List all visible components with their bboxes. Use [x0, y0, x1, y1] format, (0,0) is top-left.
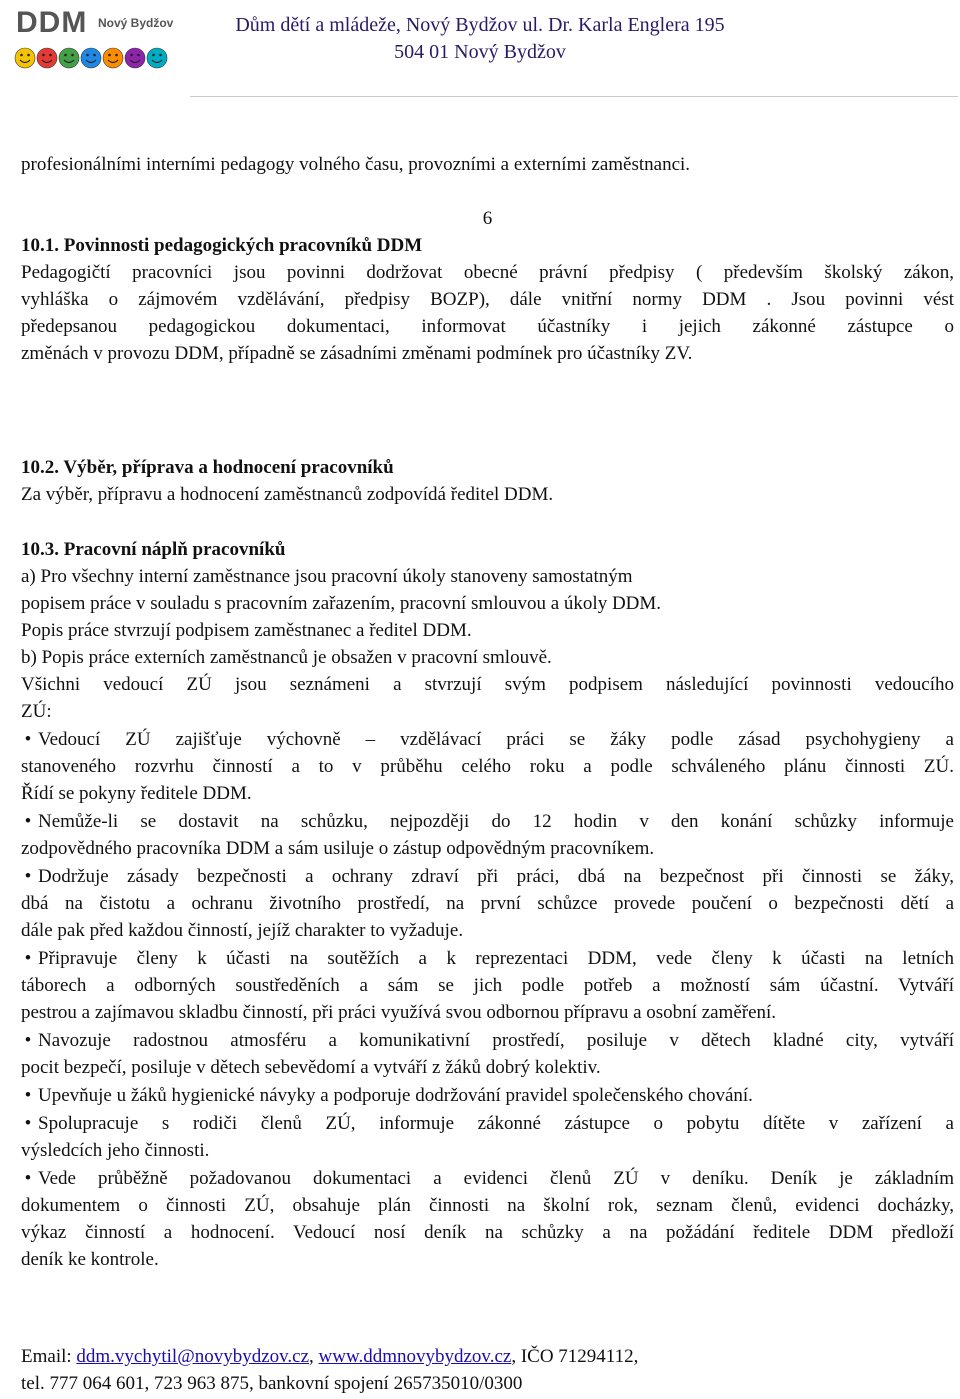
bullet-icon: • — [24, 1030, 32, 1051]
list-item — [21, 727, 954, 754]
list-item-text: zodpovědného pracovníka DDM a sám usiluje o zástup odpovědným pracovníkem. — [21, 838, 655, 859]
list-item — [21, 864, 954, 891]
list-item — [21, 1166, 954, 1193]
bullet-icon: • — [24, 729, 32, 750]
section-10-3-title: 10.3. Pracovní náplň pracovníků — [21, 539, 286, 560]
section-10-2-line: Za výběr, přípravu a hodnocení zaměstnanců zodpovídá ředitel DDM. — [21, 484, 554, 505]
list-item-text: Řídí se pokyny ředitele DDM. — [21, 783, 252, 804]
header-divider — [190, 96, 958, 97]
section-10-3-line: Všichni vedoucí ZÚ jsou seznámeni a stvrzují svým podpisem následující povinnosti vedoucího — [21, 674, 954, 695]
section-10-1-title: 10.1. Povinnosti pedagogických pracovníků DDM — [21, 235, 423, 256]
logo-text: DDM — [16, 6, 88, 39]
section-10-1-line: předepsanou pedagogickou dokumentaci, informovat účastníky i jejich zákonné zástupce o — [21, 316, 954, 337]
section-10-1-line: vyhláška o zájmovém vzdělávání, předpisy BOZP), dále vnitřní normy DDM . Jsou povinni vést — [21, 289, 954, 310]
list-item — [21, 1111, 954, 1138]
footer-contact-line1 — [21, 1346, 954, 1368]
list-item-text: deník ke kontrole. — [21, 1249, 159, 1270]
list-item-text: Upevňuje u žáků hygienické návyky a podporuje dodržování pravidel společenského chování. — [38, 1085, 753, 1106]
bullet-icon: • — [24, 948, 32, 969]
list-item-text: dokumentem o činnosti ZÚ, obsahuje plán činnosti na školní rok, seznam členů, evidenci docházky, — [21, 1195, 954, 1216]
section-10-3-line: a) Pro všechny interní zaměstnance jsou pracovní úkoly stanoveny samostatným — [21, 566, 633, 587]
list-item-text: Spolupracuje s rodiči členů ZÚ, informuje zákonné zástupce o pobytu dítěte v zařízení a — [38, 1113, 954, 1134]
section-10-2-title: 10.2. Výběr, příprava a hodnocení pracovníků — [21, 457, 394, 478]
section-10-3-line: Popis práce stvrzují podpisem zaměstnanec a ředitel DDM. — [21, 620, 472, 641]
list-item — [21, 946, 954, 973]
section-10-1-line: změnách v provozu DDM, případně se zásadními změnami podmínek pro účastníky ZV. — [21, 343, 693, 364]
list-item-text: Vedoucí ZÚ zajišťuje výchovně – vzdělávací práci se žáky podle zásad psychohygieny a — [38, 729, 954, 750]
list-item-text: výkaz činností a hodnocení. Vedoucí nosí deník na schůzky a na požádání ředitele DDM předloží — [21, 1222, 954, 1243]
bullet-icon: • — [24, 1085, 32, 1106]
list-item-text: dále pak před každou činností, jejíž charakter to vyžaduje. — [21, 920, 464, 941]
section-10-3-line: b) Popis práce externích zaměstnanců je obsažen v pracovní smlouvě. — [21, 647, 552, 668]
bullet-icon: • — [24, 866, 32, 887]
section-10-3-line: popisem práce v souladu s pracovním zařazením, pracovní smlouvou a úkoly DDM. — [21, 593, 662, 614]
list-item — [21, 809, 954, 836]
list-item-text: Vede průběžně požadovanou dokumentaci a evidenci členů ZÚ v deníku. Deník je základním — [38, 1168, 954, 1189]
bullet-icon: • — [24, 1113, 32, 1134]
list-item-text: Připravuje členy k účasti na soutěžích a k reprezentaci DDM, vede členy k účasti na letních — [38, 948, 954, 969]
list-item — [21, 1083, 954, 1110]
header-address-line2: 504 01 Nový Bydžov — [394, 41, 566, 63]
list-item-text: pocit bezpečí, posiluje v dětech sebevědomí a vytváří z žáků dobrý kolektiv. — [21, 1057, 601, 1078]
list-item-text: Nemůže-li se dostavit na schůzku, nejpozději do 12 hodin v den konání schůzky informuje — [38, 811, 954, 832]
list-item-text: táborech a odborných soustředěních a sám se jich podle potřeb a možností sám účastní. Vytváří — [21, 975, 954, 996]
footer-separator: , — [309, 1346, 319, 1367]
logo-town: Nový Bydžov — [98, 16, 174, 30]
footer-ico: , IČO 71294112, — [511, 1346, 639, 1367]
footer-contact-line2: tel. 777 064 601, 723 963 875, bankovní spojení 265735010/0300 — [21, 1373, 523, 1394]
footer-web-link[interactable]: www.ddmnovybydzov.cz — [318, 1346, 512, 1367]
list-item-text: pestrou a zajímavou skladbu činností, při práci využívá svou odbornou přípravu a osobní zaměření. — [21, 1002, 777, 1023]
bullet-icon: • — [24, 1168, 32, 1189]
section-10-1-line: Pedagogičtí pracovníci jsou povinni dodržovat obecné právní předpisy ( především školský zákon, — [21, 262, 954, 283]
list-item-text: Dodržuje zásady bezpečnosti a ochrany zdraví při práci, dbá na bezpečnost při činnosti se žáky, — [38, 866, 954, 887]
list-item-text: dbá na čistotu a ochranu životního prostředí, na první schůzce provede poučení o bezpečnosti dětí a — [21, 893, 954, 914]
footer-email-link[interactable]: ddm.vychytil@novybydzov.cz — [76, 1346, 310, 1367]
page-number: 6 — [482, 208, 493, 229]
intro-text: profesionálními interními pedagogy volného času, provozními a externími zaměstnanci. — [21, 154, 691, 175]
list-item-text: výsledcích jeho činnosti. — [21, 1140, 210, 1161]
list-item-text: stanoveného rozvrhu činností a to v průběhu celého roku a podle schváleného plánu činnosti ZÚ. — [21, 756, 954, 777]
header-address-line1: Dům dětí a mládeže, Nový Bydžov ul. Dr. Karla Englera 195 — [235, 14, 725, 36]
footer-email-label: Email: — [21, 1346, 77, 1367]
bullet-icon: • — [24, 811, 32, 832]
section-10-3-line: ZÚ: — [21, 701, 52, 722]
page-header — [0, 0, 960, 100]
list-item-text: Navozuje radostnou atmosféru a komunikativní prostředí, posiluje v dětech kladné city, vytváří — [38, 1030, 954, 1051]
list-item — [21, 1028, 954, 1055]
